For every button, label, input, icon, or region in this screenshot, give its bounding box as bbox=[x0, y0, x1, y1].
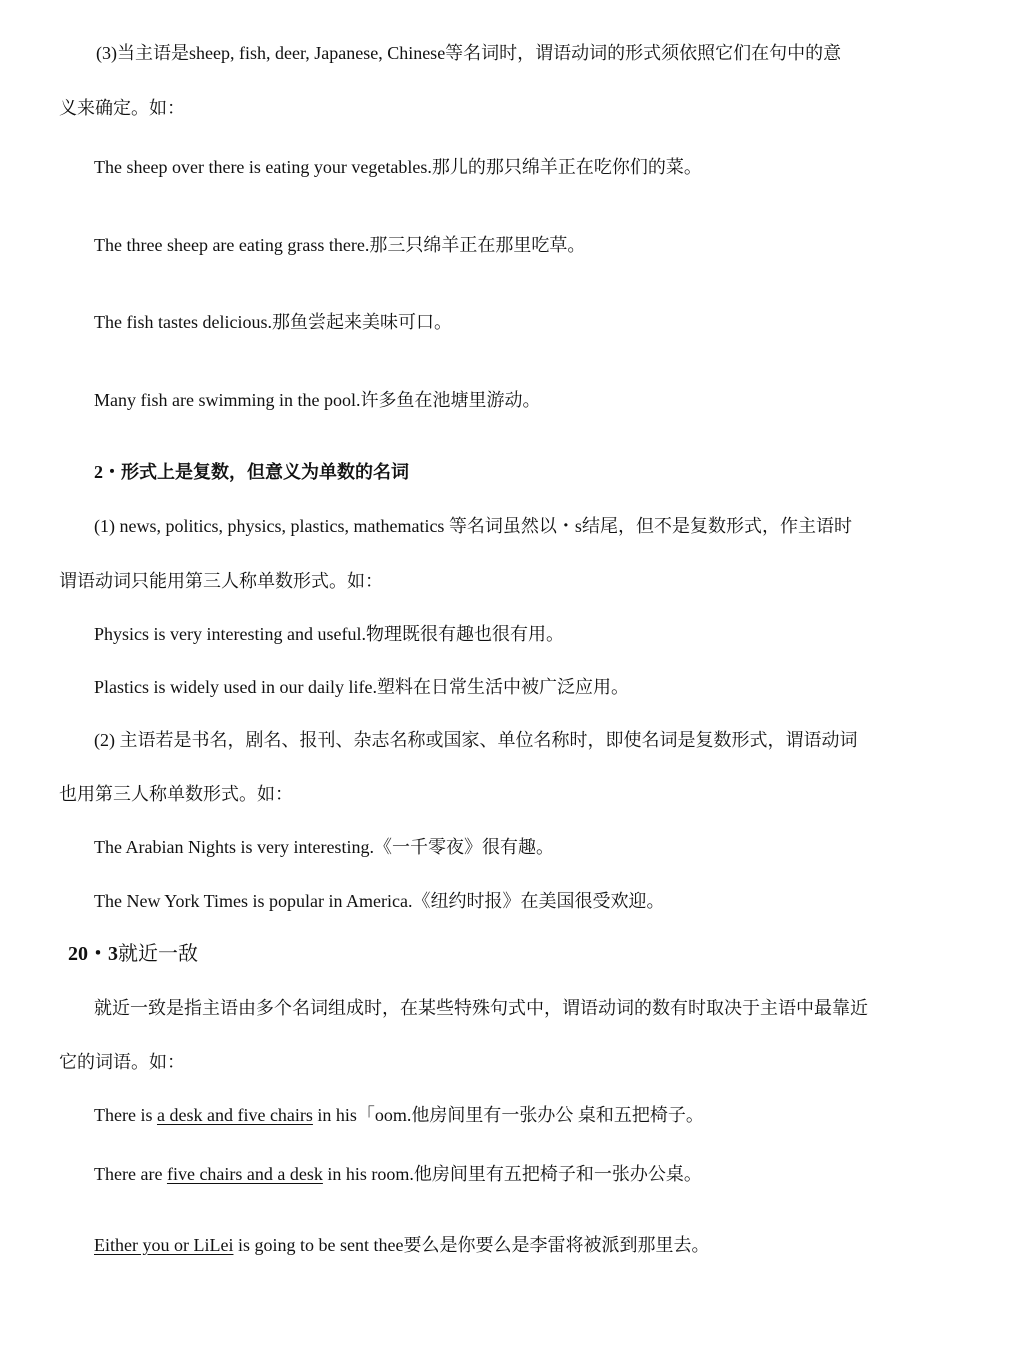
paragraph-line: (1) news, politics, physics, plastics, mathematics 等名词虽然以・s结尾，但不是复数形式，作主语时 bbox=[94, 516, 852, 536]
underlined-phrase: Either you or LiLei bbox=[94, 1235, 234, 1255]
text-run: There is bbox=[94, 1105, 157, 1125]
subsection-title: 2・形式上是复数，但意义为单数的名词 bbox=[94, 462, 409, 482]
text-run: There are bbox=[94, 1164, 167, 1184]
example-sentence bbox=[94, 1233, 709, 1257]
example-sentence: The Arabian Nights is very interesting.《一千零夜》很有趣。 bbox=[94, 837, 554, 857]
paragraph-line: 就近一致是指主语由多个名词组成时，在某些特殊句式中，谓语动词的数有时取决于主语中最靠近 bbox=[94, 998, 868, 1018]
section-title: 就近一敌 bbox=[118, 943, 198, 965]
example-sentence bbox=[94, 1103, 704, 1127]
paragraph-line: (3)当主语是sheep, fish, deer, Japanese, Chinese等名词时，谓语动词的形式须依照它们在句中的意 bbox=[96, 43, 842, 63]
example-sentence bbox=[94, 1162, 702, 1186]
example-sentence: Plastics is widely used in our daily life.塑料在日常生活中被广泛应用。 bbox=[94, 677, 629, 697]
paragraph-line: 它的词语。如： bbox=[59, 1052, 185, 1072]
paragraph-line: 谓语动词只能用第三人称单数形式。如： bbox=[59, 571, 383, 591]
example-sentence: The New York Times is popular in America.《纽约时报》在美国很受欢迎。 bbox=[94, 891, 665, 911]
example-sentence: The fish tastes delicious.那鱼尝起来美味可口。 bbox=[94, 312, 452, 332]
example-sentence: Many fish are swimming in the pool.许多鱼在池塘里游动。 bbox=[94, 390, 541, 410]
section-heading bbox=[68, 941, 198, 967]
paragraph-line: 也用第三人称单数形式。如： bbox=[59, 784, 293, 804]
text-run: in his room.他房间里有五把椅子和一张办公桌。 bbox=[322, 1164, 702, 1184]
paragraph-line: (2) 主语若是书名，剧名、报刊、杂志名称或国家、单位名称时，即使名词是复数形式，谓语动词 bbox=[94, 730, 858, 750]
text-run: in his「oom.他房间里有一张办公 桌和五把椅子。 bbox=[312, 1105, 704, 1125]
example-sentence: Physics is very interesting and useful.物理既很有趣也很有用。 bbox=[94, 624, 564, 644]
paragraph-line: 义来确定。如： bbox=[59, 98, 185, 118]
text-run: is going to be sent thee要么是你要么是李雷将被派到那里去。 bbox=[233, 1235, 710, 1255]
underlined-phrase: a desk and five chairs bbox=[156, 1105, 313, 1125]
underlined-phrase: five chairs and a desk bbox=[166, 1164, 323, 1184]
example-sentence: The three sheep are eating grass there.那三只绵羊正在那里吃草。 bbox=[94, 235, 586, 255]
section-number: 20・3 bbox=[68, 943, 118, 965]
example-sentence: The sheep over there is eating your vegetables.那儿的那只绵羊正在吃你们的菜。 bbox=[94, 157, 702, 177]
